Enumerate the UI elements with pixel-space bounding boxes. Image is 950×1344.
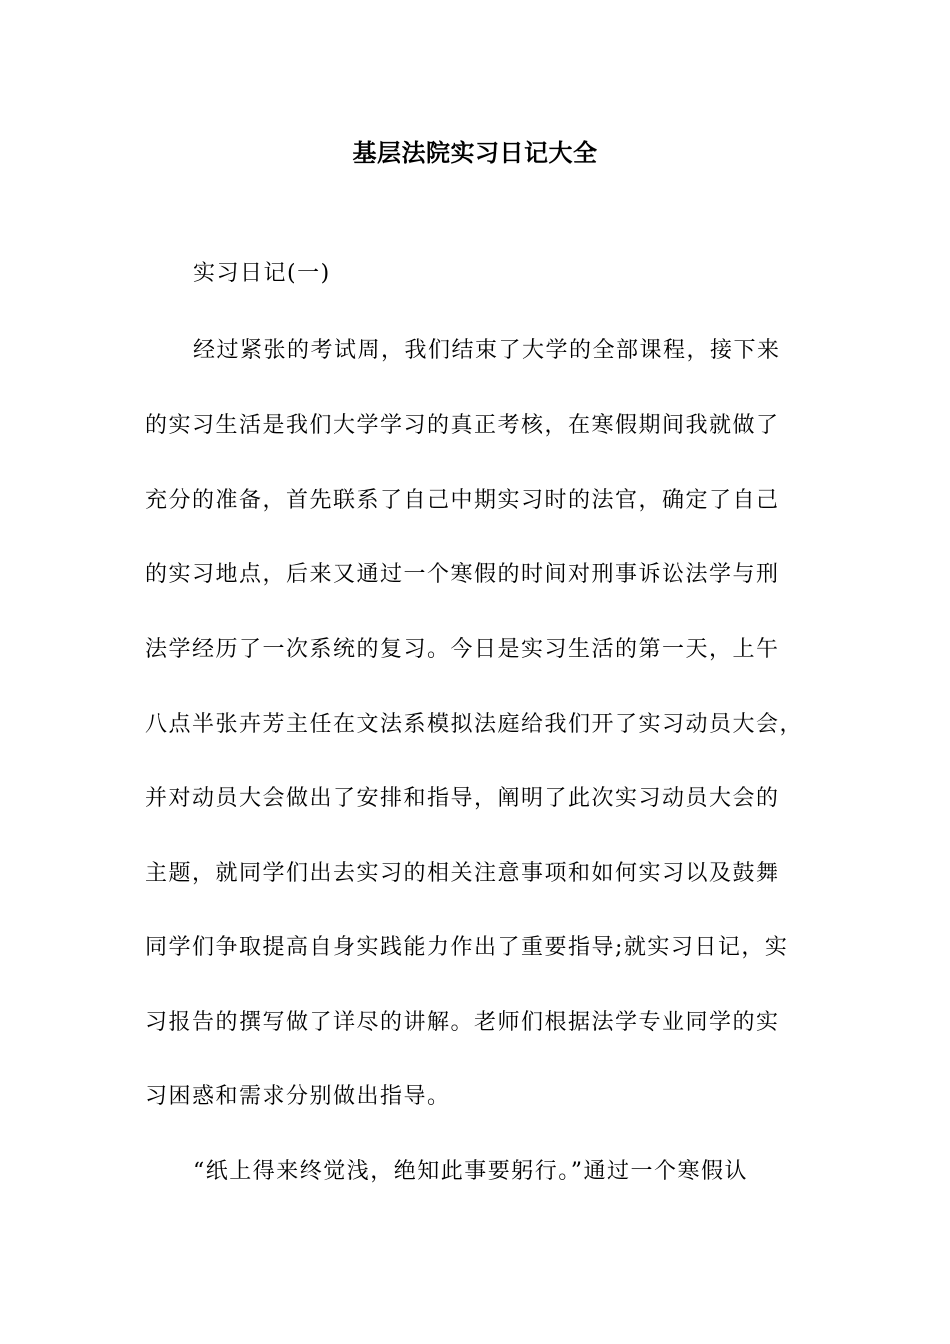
paragraph-line: 充分的准备，首先联系了自己中期实习时的法官，确定了自己	[145, 488, 780, 513]
paragraph-line: 经过紧张的考试周，我们结束了大学的全部课程，接下来	[193, 338, 781, 363]
section-heading: 实习日记(一)	[193, 261, 331, 286]
paragraph-line: 的实习地点，后来又通过一个寒假的时间对刑事诉讼法学与刑	[145, 562, 780, 587]
paragraph-line: 主题，就同学们出去实习的相关注意事项和如何实习以及鼓舞	[145, 861, 780, 886]
paragraph-line: 法学经历了一次系统的复习。今日是实习生活的第一天，上午	[145, 637, 780, 662]
paragraph-line: 习困惑和需求分别做出指导。	[145, 1084, 451, 1109]
document-title: 基层法院实习日记大全	[352, 139, 598, 167]
paragraph-line: 习报告的撰写做了详尽的讲解。老师们根据法学专业同学的实	[145, 1010, 780, 1035]
paragraph-line: 并对动员大会做出了安排和指导，阐明了此次实习动员大会的	[145, 786, 780, 811]
paragraph-line: 八点半张卉芳主任在文法系模拟法庭给我们开了实习动员大会，	[145, 712, 804, 737]
paragraph-line: 的实习生活是我们大学学习的真正考核，在寒假期间我就做了	[145, 413, 780, 438]
paragraph-line: “纸上得来终觉浅，绝知此事要躬行。”通过一个寒假认	[193, 1159, 748, 1184]
paragraph-line: 同学们争取提高自身实践能力作出了重要指导;就实习日记，实	[145, 935, 789, 960]
